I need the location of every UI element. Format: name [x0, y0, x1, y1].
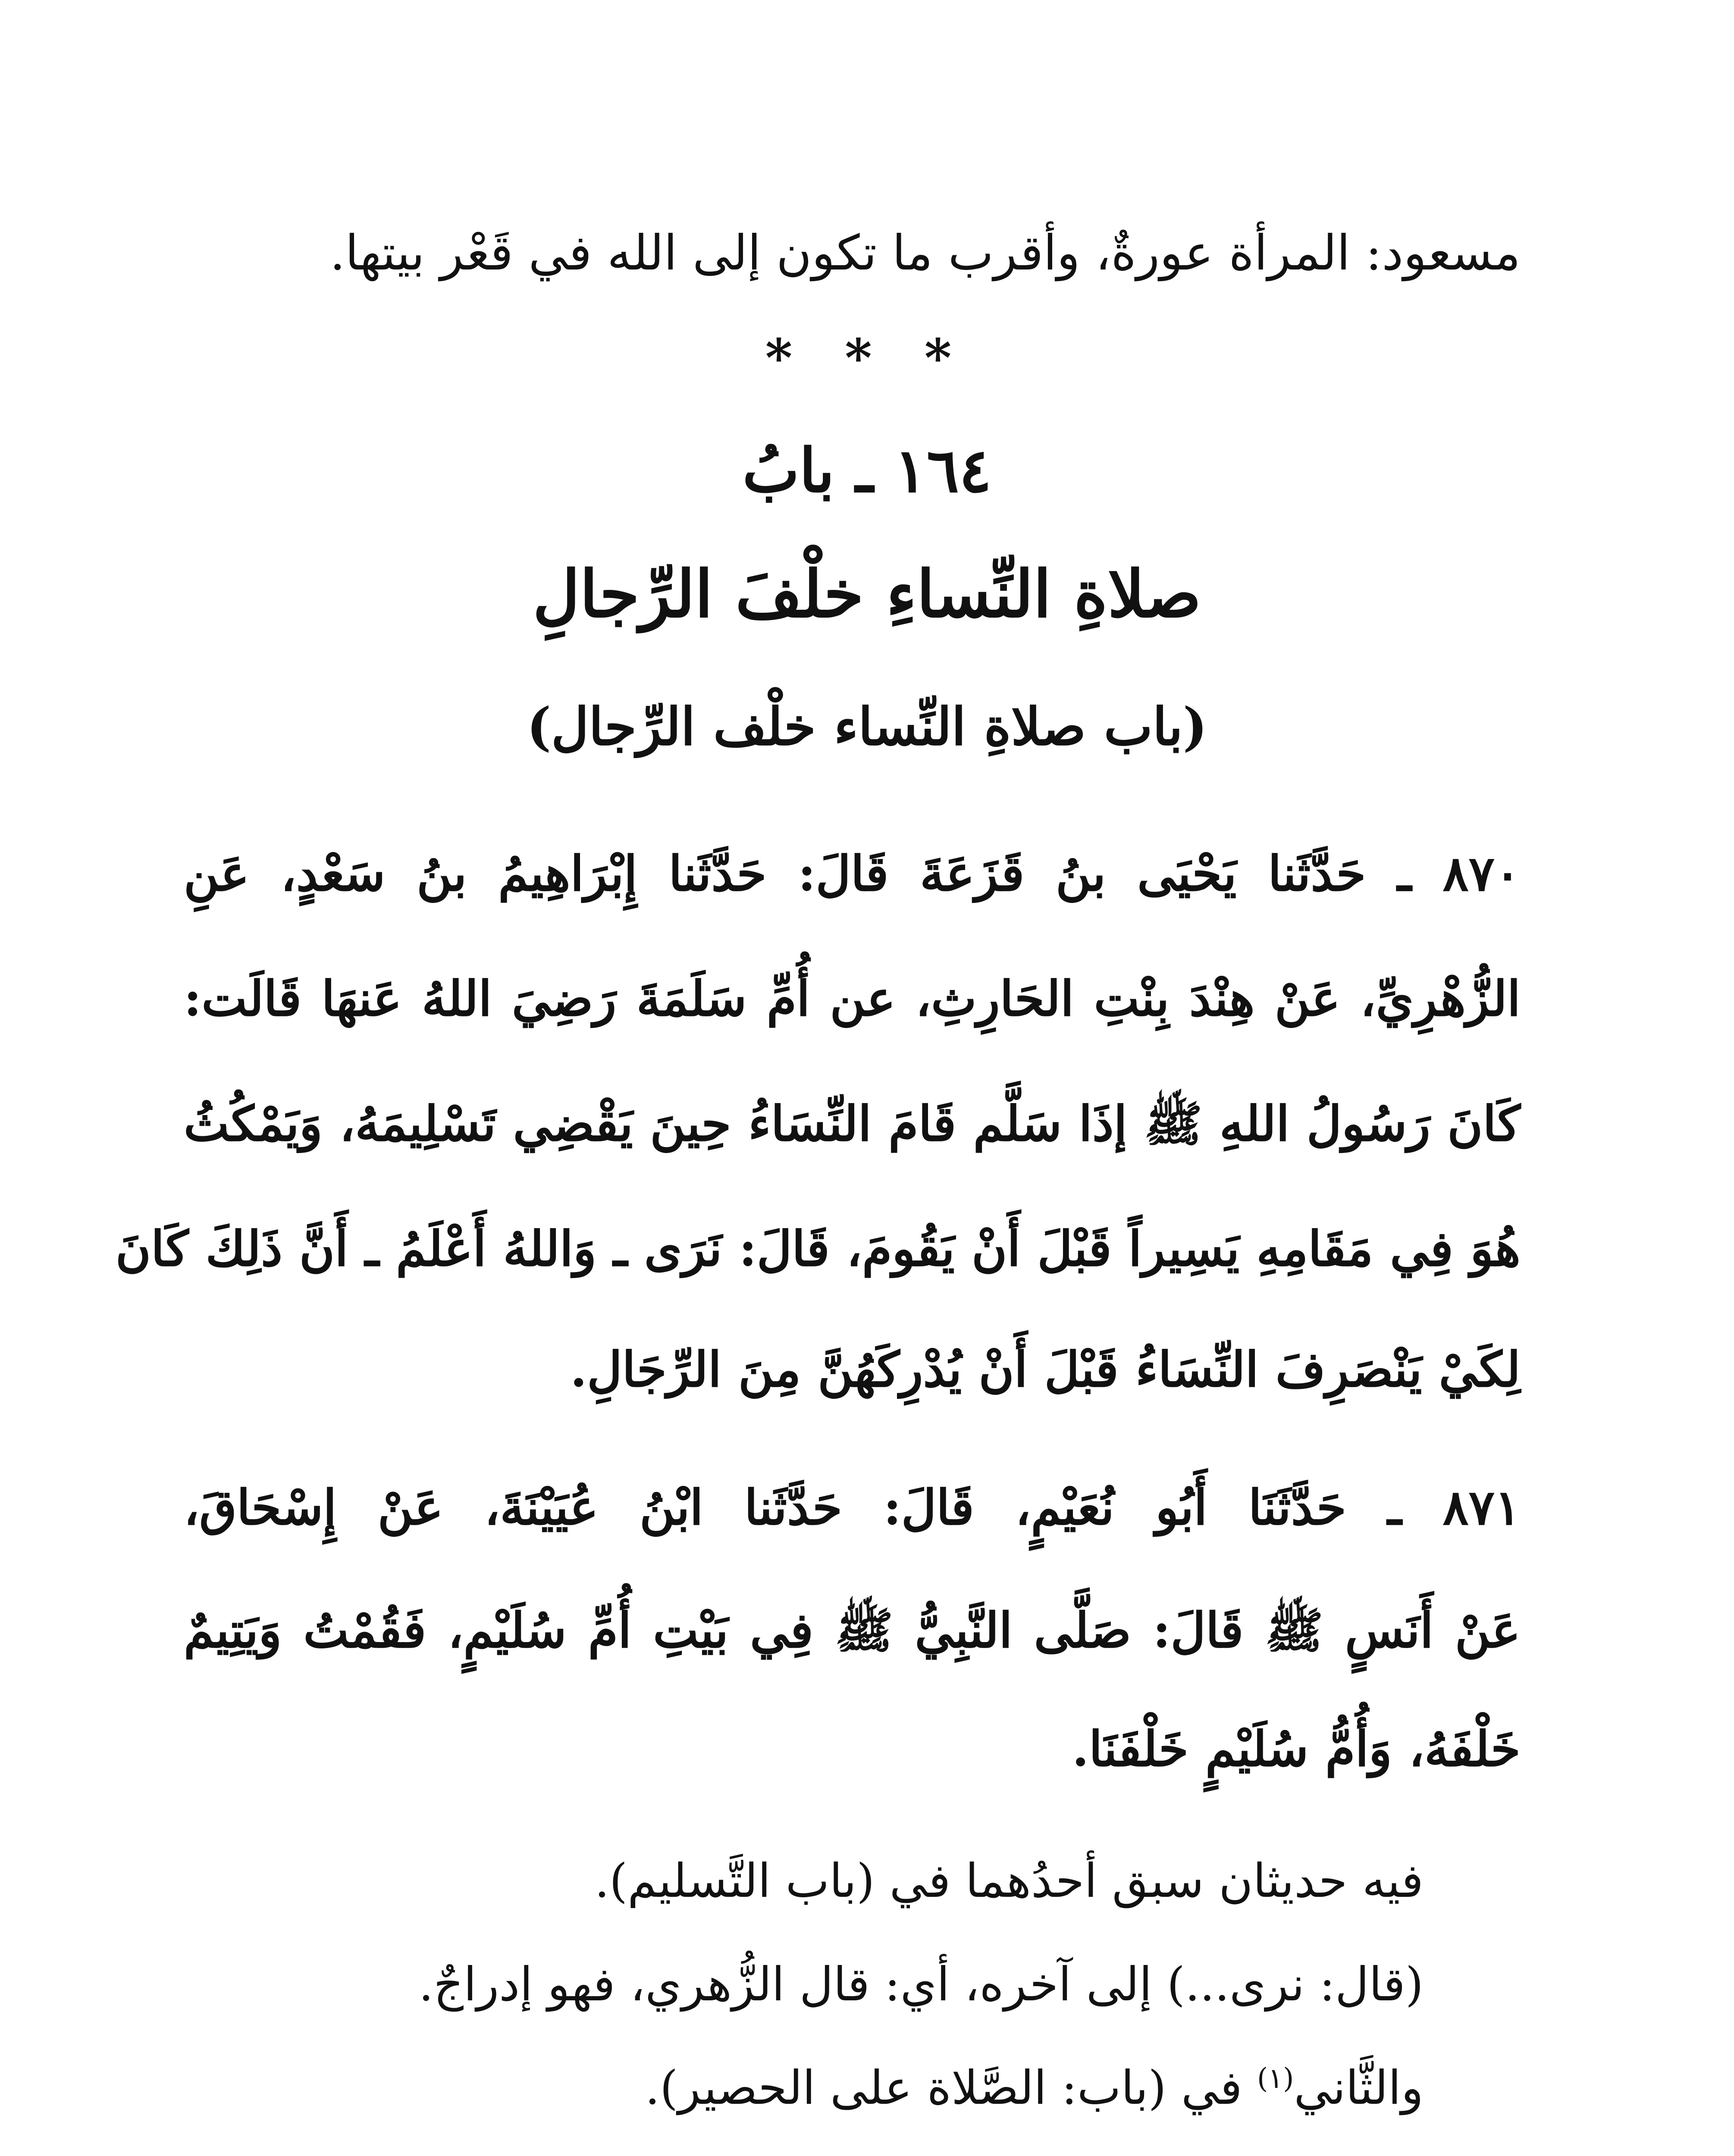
commentary-text: والثَّاني [1294, 2061, 1424, 2115]
hadith-line: ٨٧٠ ـ حَدَّثَنا يَحْيَى بنُ قَزَعَةَ قَالَ: حَدَّثَنا إِبْرَاهِيمُ بنُ سَعْدٍ، عَنِ [184, 846, 1521, 902]
chapter-number: ١٦٤ ـ بابُ [742, 436, 992, 506]
commentary-line [173, 2061, 1424, 2115]
footnote-reference: (١) [1257, 2062, 1294, 2095]
commentary-line: (قال: نرى...) إلى آخره، أي: قال الزُّهري، فهو إدراجٌ. [418, 1958, 1424, 2012]
continued-text-line: مسعود: المرأة عورةٌ، وأقرب ما تكون إلى الله في قَعْر بيتها. [329, 225, 1521, 281]
hadith-line: ٨٧١ ـ حَدَّثَنَا أَبُو نُعَيْمٍ، قَالَ: حَدَّثَنا ابْنُ عُيَيْنَةَ، عَنْ إِسْحَاقَ، [184, 1479, 1521, 1536]
hadith-line: لِكَيْ يَنْصَرِفَ النِّسَاءُ قَبْلَ أَنْ يُدْرِكَهُنَّ مِنَ الرِّجَالِ. [570, 1341, 1521, 1398]
hadith-line: عَنْ أَنَسٍ ﷺ قَالَ: صَلَّى النَّبِيُّ ﷺ فِي بَيْتِ أُمِّ سُلَيْمٍ، فَقُمْتُ وَيَتِيمٌ [184, 1602, 1521, 1659]
chapter-subtitle: (باب صلاةِ النِّساء خلْف الرِّجال) [527, 696, 1207, 757]
hadith-line: كَانَ رَسُولُ اللهِ ﷺ إذَا سَلَّم قَامَ النِّسَاءُ حِينَ يَقْضِي تَسْلِيمَهُ، وَيَمْكُثُ [184, 1096, 1521, 1152]
section-separator: * * * [765, 328, 969, 389]
commentary-line: فيه حديثان سبق أحدُهما في (باب التَّسليم). [594, 1854, 1424, 1908]
commentary-text: في (باب: الصَّلاة على الحصير). [645, 2061, 1257, 2115]
hadith-line: هُوَ فِي مَقَامِهِ يَسِيراً قَبْلَ أَنْ يَقُومَ، قَالَ: نَرَى ـ وَاللهُ أَعْلَمُ ـ أَنَّ ذَلِكَ كَانَ [115, 1221, 1521, 1277]
hadith-line: خَلْفَهُ، وَأُمُّ سُلَيْمٍ خَلْفَنَا. [1072, 1721, 1521, 1777]
hadith-line: الزُّهْرِيِّ، عَنْ هِنْدَ بِنْتِ الحَارِثِ، عن أُمِّ سَلَمَةَ رَضِيَ اللهُ عَنهَا قَالَت: [184, 971, 1521, 1027]
chapter-title: صلاةِ النِّساءِ خلْفَ الرِّجالِ [533, 556, 1201, 632]
